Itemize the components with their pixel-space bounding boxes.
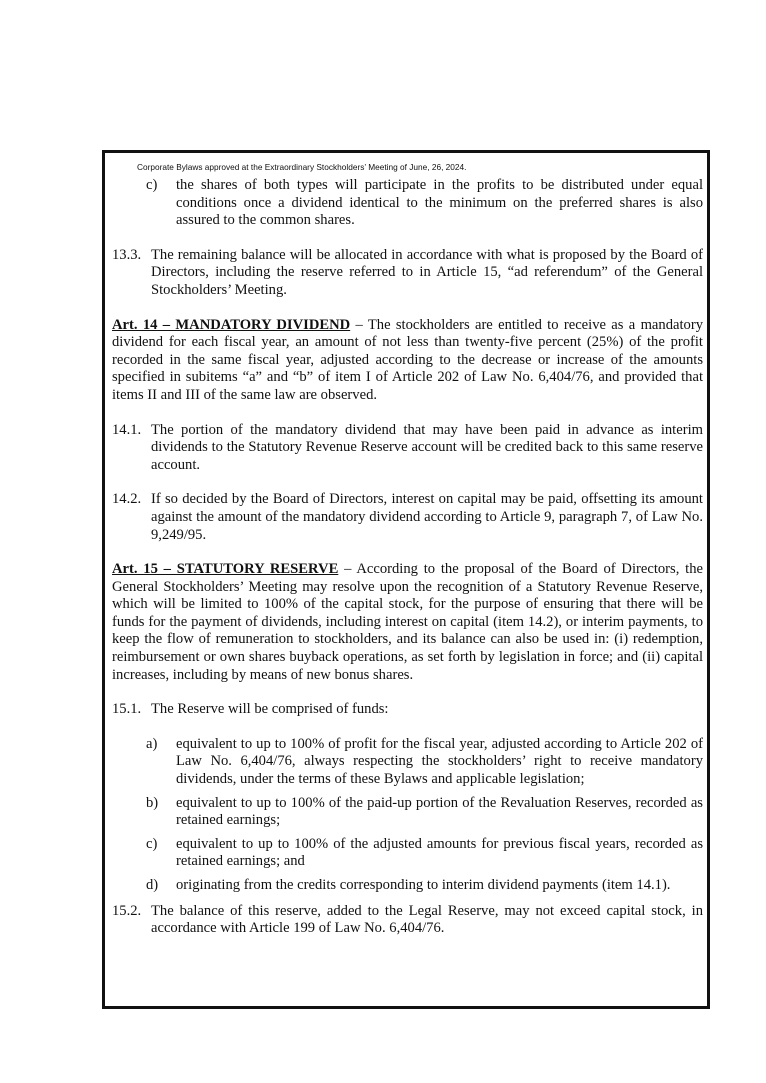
item-text: originating from the credits corresponding to interim dividend payments (item 14.1). — [176, 877, 671, 893]
item-15-2 — [112, 903, 703, 938]
item-label: 15.2. — [112, 902, 142, 919]
article-14-title: Art. 14 – MANDATORY DIVIDEND — [112, 316, 351, 333]
item-15-1-b — [146, 795, 703, 830]
article-15-text: – According to the proposal of the Board of Directors, the General Stockholders’ Meeting may resolve upon the recognition of a Statutory Revenue Reserve, which will be limited to 100% of the capital stock, for the purpose of ensuring that there will be funds for the payment of dividends, including interest on capital (item 14.2), or interim payments, to keep the flow of remuneration to stockholders, and its balance can also be used in: (i) redemption, reimbursement or own shares buyback operations, as set forth by legislation in force; and (ii) capital increases, including by means of new bonus shares. — [112, 561, 703, 683]
article-14-text: – The stockholders are entitled to receive as a mandatory dividend for each fiscal year, an amount of not less than twenty-five percent (25%) of the profit recorded in the same fiscal year, adjusted according to the decrease or increase of the amounts specified in subitems “a” and “b” of item I of Article 202 of Law No. 6,404/76, and provided that items II and III of the same law are observed. — [112, 316, 703, 403]
item-13-3 — [112, 247, 703, 300]
item-label: 15.1. — [112, 701, 142, 718]
document-body — [112, 162, 703, 938]
item-label: b) — [146, 794, 159, 811]
article-15 — [112, 561, 703, 684]
item-text: the shares of both types will participate in the profits to be distributed under equal conditions once a dividend identical to the minimum on the preferred shares is also assured to the common shares. — [176, 177, 703, 229]
item-label: a) — [146, 735, 158, 752]
item-15-1-a — [146, 736, 703, 789]
item-label: c) — [146, 177, 158, 193]
item-label: d) — [146, 877, 159, 893]
item-label: 14.2. — [112, 491, 142, 508]
item-13-2-c — [146, 177, 703, 230]
item-14-2 — [112, 491, 703, 544]
page-frame — [102, 150, 710, 1009]
item-text: equivalent to up to 100% of the paid-up portion of the Revaluation Reserves, recorded as retained earnings; — [176, 794, 703, 829]
item-text: The remaining balance will be allocated in accordance with what is proposed by the Board of Directors, including the reserve referred to in Article 15, “ad referendum” of the General Stockholders’ Meeting. — [151, 246, 703, 298]
item-text: The portion of the mandatory dividend that may have been paid in advance as interim dividends to the Statutory Revenue Reserve account will be credited back to this same reserve account. — [151, 421, 703, 473]
page-header: Corporate Bylaws approved at the Extraordinary Stockholders’ Meeting of June, 26, 2024. — [137, 162, 467, 172]
item-15-1 — [112, 701, 703, 719]
item-text: equivalent to up to 100% of the adjusted amounts for previous fiscal years, recorded as retained earnings; and — [176, 835, 703, 870]
item-text: The balance of this reserve, added to the Legal Reserve, may not exceed capital stock, in accordance with Article 199 of Law No. 6,404/76. — [151, 902, 703, 937]
item-label: c) — [146, 835, 158, 852]
item-label: 14.1. — [112, 421, 142, 438]
article-14 — [112, 317, 703, 405]
article-15-title: Art. 15 – STATUTORY RESERVE — [112, 561, 339, 578]
item-text: The Reserve will be comprised of funds: — [151, 701, 389, 718]
item-text: equivalent to up to 100% of profit for the fiscal year, adjusted according to Article 202 of Law No. 6,404/76, always respecting the stockholders’ right to receive mandatory dividends, under the terms of these Bylaws and applicable legislation; — [176, 735, 703, 788]
item-14-1 — [112, 422, 703, 475]
item-15-1-c — [146, 836, 703, 871]
item-label: 13.3. — [112, 246, 142, 263]
item-text: If so decided by the Board of Directors, interest on capital may be paid, offsetting its amount against the amount of the mandatory dividend according to Article 9, paragraph 7, of Law No. 9,249/95. — [151, 491, 703, 543]
item-15-1-d — [146, 877, 703, 895]
